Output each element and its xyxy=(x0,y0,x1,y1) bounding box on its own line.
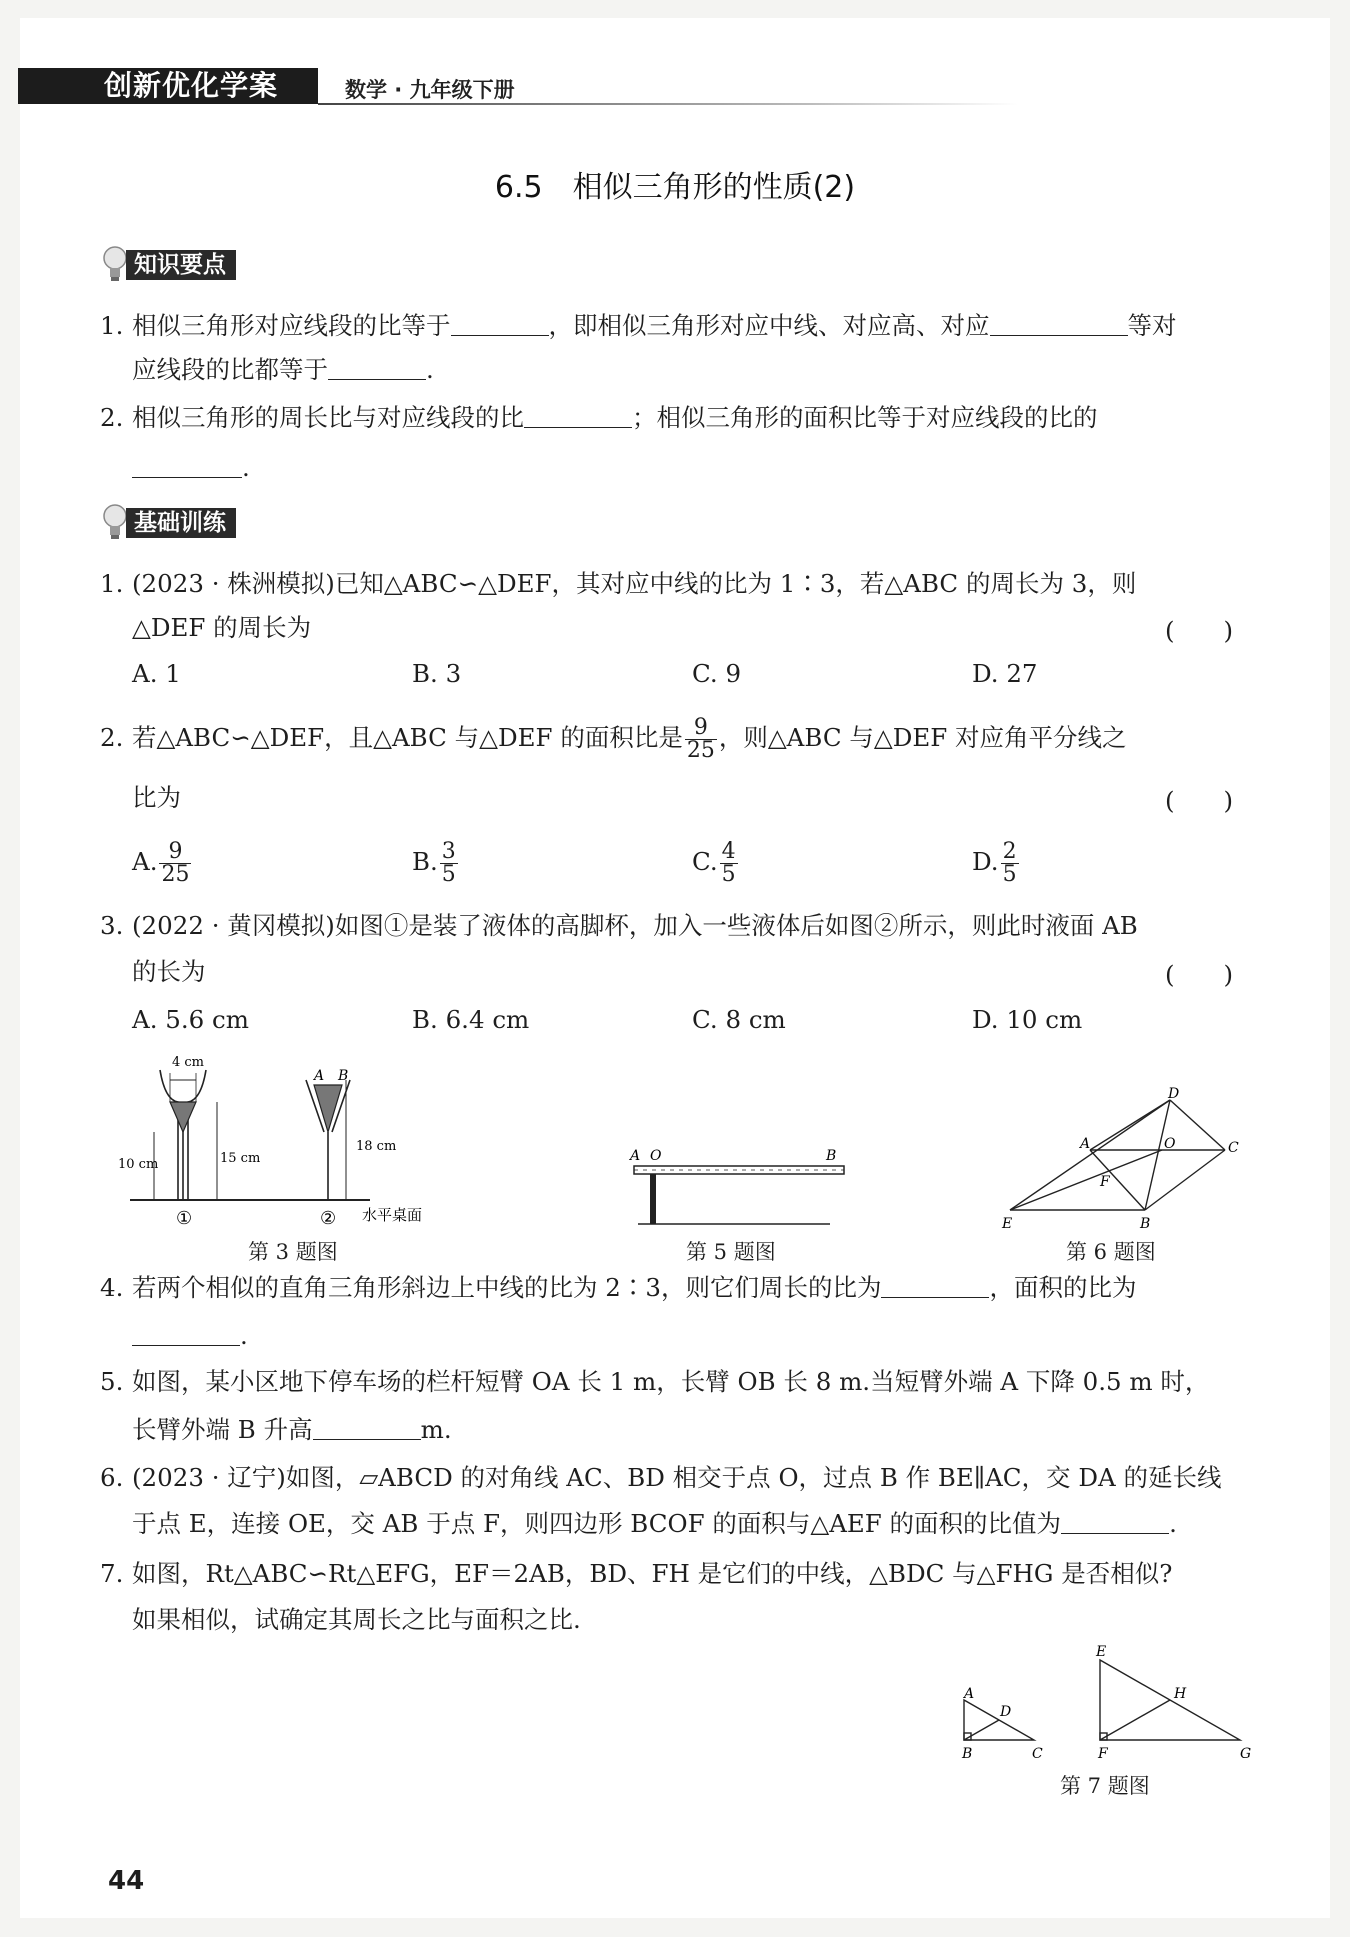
svg-text:F: F xyxy=(1098,1746,1108,1762)
q2-fraction: $\frac{9}{25}$ xyxy=(686,715,715,763)
q2-option-b[interactable]: B. $\frac{3}{5}$ xyxy=(412,839,456,887)
answer-blank[interactable] xyxy=(328,355,426,380)
svg-text:水平桌面: 水平桌面 xyxy=(362,1206,423,1224)
q7-number: 7. xyxy=(100,1559,124,1588)
q3-line1: (2022 · 黄冈模拟)如图①是装了液体的高脚杯，加入一些液体后如图②所示，则此时液面 AB xyxy=(132,911,1138,940)
q3-option-d[interactable]: D. 10 cm xyxy=(972,1005,1083,1034)
q4-line1: 若两个相似的直角三角形斜边上中线的比为 2∶3，则它们周长的比为 ，面积的比为 xyxy=(132,1273,1137,1302)
knowledge-1-number: 1. xyxy=(100,311,124,340)
q3-answer-paren[interactable]: ( ) xyxy=(1165,960,1234,989)
svg-text:D: D xyxy=(1168,1086,1180,1102)
svg-text:D: D xyxy=(1000,1704,1012,1720)
answer-blank[interactable] xyxy=(881,1273,989,1298)
header-subject: 数学 · 九年级下册 xyxy=(345,78,515,102)
header-rule xyxy=(318,103,1018,105)
answer-blank[interactable] xyxy=(1061,1509,1169,1534)
q6-line2: 于点 E，连接 OE，交 AB 于点 F，则四边形 BCOF 的面积与△AEF 的面积的比值为 . xyxy=(132,1509,1177,1538)
svg-text:A: A xyxy=(314,1068,325,1084)
figure-7-right-triangles xyxy=(950,1640,1270,1770)
figure-7-caption: 第 7 题图 xyxy=(1060,1774,1150,1798)
answer-blank[interactable] xyxy=(132,1321,240,1346)
q5-line2: 长臂外端 B 升高 m. xyxy=(132,1415,452,1444)
q2-answer-paren[interactable]: ( ) xyxy=(1165,786,1234,815)
q1-line1: (2023 · 株洲模拟)已知△ABC∽△DEF，其对应中线的比为 1∶3，若△ABC 的周长为 3，则 xyxy=(132,569,1137,598)
svg-text:C: C xyxy=(1032,1746,1043,1762)
svg-text:4 cm: 4 cm xyxy=(172,1055,205,1070)
svg-text:10 cm: 10 cm xyxy=(118,1157,159,1172)
section-basic-label: 基础训练 xyxy=(126,508,236,538)
q4-line2: . xyxy=(132,1320,248,1352)
q6-number: 6. xyxy=(100,1463,124,1492)
svg-text:A: A xyxy=(964,1686,975,1702)
section-knowledge-label: 知识要点 xyxy=(126,250,236,280)
answer-blank[interactable] xyxy=(524,403,632,428)
knowledge-1-line1: 相似三角形对应线段的比等于 ，即相似三角形对应中线、对应高、对应 等对 xyxy=(132,311,1177,340)
q5-number: 5. xyxy=(100,1367,124,1396)
q7-line2: 如果相似，试确定其周长之比与面积之比. xyxy=(132,1605,581,1634)
q2-option-a[interactable]: A. $\frac{9}{25}$ xyxy=(132,839,190,887)
q3-number: 3. xyxy=(100,911,124,940)
q1-number: 1. xyxy=(100,569,124,598)
svg-text:A: A xyxy=(1080,1136,1091,1152)
svg-text:B: B xyxy=(962,1746,973,1762)
svg-text:①: ① xyxy=(176,1208,193,1229)
q7-line1: 如图，Rt△ABC∽Rt△EFG，EF＝2AB，BD、FH 是它们的中线，△BDC 与△FHG 是否相似? xyxy=(132,1559,1173,1588)
q2-option-d[interactable]: D. $\frac{2}{5}$ xyxy=(972,839,1017,887)
q2-line2: 比为 xyxy=(132,783,181,812)
svg-text:B: B xyxy=(826,1148,837,1164)
q3-option-c[interactable]: C. 8 cm xyxy=(692,1005,786,1034)
figure-5-caption: 第 5 题图 xyxy=(686,1240,776,1264)
svg-text:B: B xyxy=(338,1068,349,1084)
knowledge-1-line2: 应线段的比都等于 . xyxy=(132,355,434,384)
figure-5-barrier xyxy=(620,1130,860,1240)
answer-blank[interactable] xyxy=(313,1415,421,1440)
q2-option-c[interactable]: C. $\frac{4}{5}$ xyxy=(692,839,736,887)
q3-option-b[interactable]: B. 6.4 cm xyxy=(412,1005,530,1034)
q1-option-b[interactable]: B. 3 xyxy=(412,659,462,688)
answer-blank[interactable] xyxy=(990,311,1128,336)
header-brand: 创新优化学案 xyxy=(104,69,279,102)
q6-line1: (2023 · 辽宁)如图，▱ABCD 的对角线 AC、BD 相交于点 O，过点 B 作 BE∥AC，交 DA 的延长线 xyxy=(132,1463,1222,1492)
q3-option-a[interactable]: A. 5.6 cm xyxy=(132,1005,249,1034)
knowledge-2-line1: 相似三角形的周长比与对应线段的比 ；相似三角形的面积比等于对应线段的比的 xyxy=(132,403,1098,432)
figure-3-caption: 第 3 题图 xyxy=(248,1240,338,1264)
svg-text:O: O xyxy=(650,1148,662,1164)
figure-6-parallelogram xyxy=(990,1082,1250,1242)
q2-number: 2. xyxy=(100,723,124,752)
q1-option-a[interactable]: A. 1 xyxy=(132,659,181,688)
q1-answer-paren[interactable]: ( ) xyxy=(1165,616,1234,645)
page-number: 44 xyxy=(108,1866,145,1896)
svg-text:E: E xyxy=(1002,1216,1013,1232)
figure-6-caption: 第 6 题图 xyxy=(1066,1240,1156,1264)
page-title: 6.5 相似三角形的性质(2) xyxy=(494,170,856,205)
svg-text:18 cm: 18 cm xyxy=(356,1139,397,1154)
knowledge-2-number: 2. xyxy=(100,403,124,432)
q5-line1: 如图，某小区地下停车场的栏杆短臂 OA 长 1 m，长臂 OB 长 8 m.当短臂外端 A 下降 0.5 m 时， xyxy=(132,1367,1210,1396)
svg-text:O: O xyxy=(1164,1136,1176,1152)
q1-line2: △DEF 的周长为 xyxy=(132,613,312,642)
svg-text:②: ② xyxy=(320,1208,337,1229)
q1-option-d[interactable]: D. 27 xyxy=(972,659,1038,688)
svg-text:15 cm: 15 cm xyxy=(220,1151,261,1166)
svg-text:E: E xyxy=(1096,1644,1107,1660)
figure-3-goblets xyxy=(110,1040,490,1240)
q3-line2: 的长为 xyxy=(132,957,206,986)
q2-line1: 若△ABC∽△DEF，且△ABC 与△DEF 的面积比是 $\frac{9}{25}$ ，则△ABC 与△DEF 对应角平分线之 xyxy=(132,715,1127,763)
svg-text:B: B xyxy=(1140,1216,1151,1232)
svg-text:G: G xyxy=(1240,1746,1252,1762)
svg-text:F: F xyxy=(1100,1174,1110,1190)
answer-blank[interactable] xyxy=(132,453,242,478)
svg-text:C: C xyxy=(1228,1140,1239,1156)
q4-number: 4. xyxy=(100,1273,124,1302)
svg-text:A: A xyxy=(630,1148,641,1164)
knowledge-2-line2: . xyxy=(132,452,250,484)
svg-text:H: H xyxy=(1174,1686,1187,1702)
q1-option-c[interactable]: C. 9 xyxy=(692,659,742,688)
answer-blank[interactable] xyxy=(451,311,549,336)
